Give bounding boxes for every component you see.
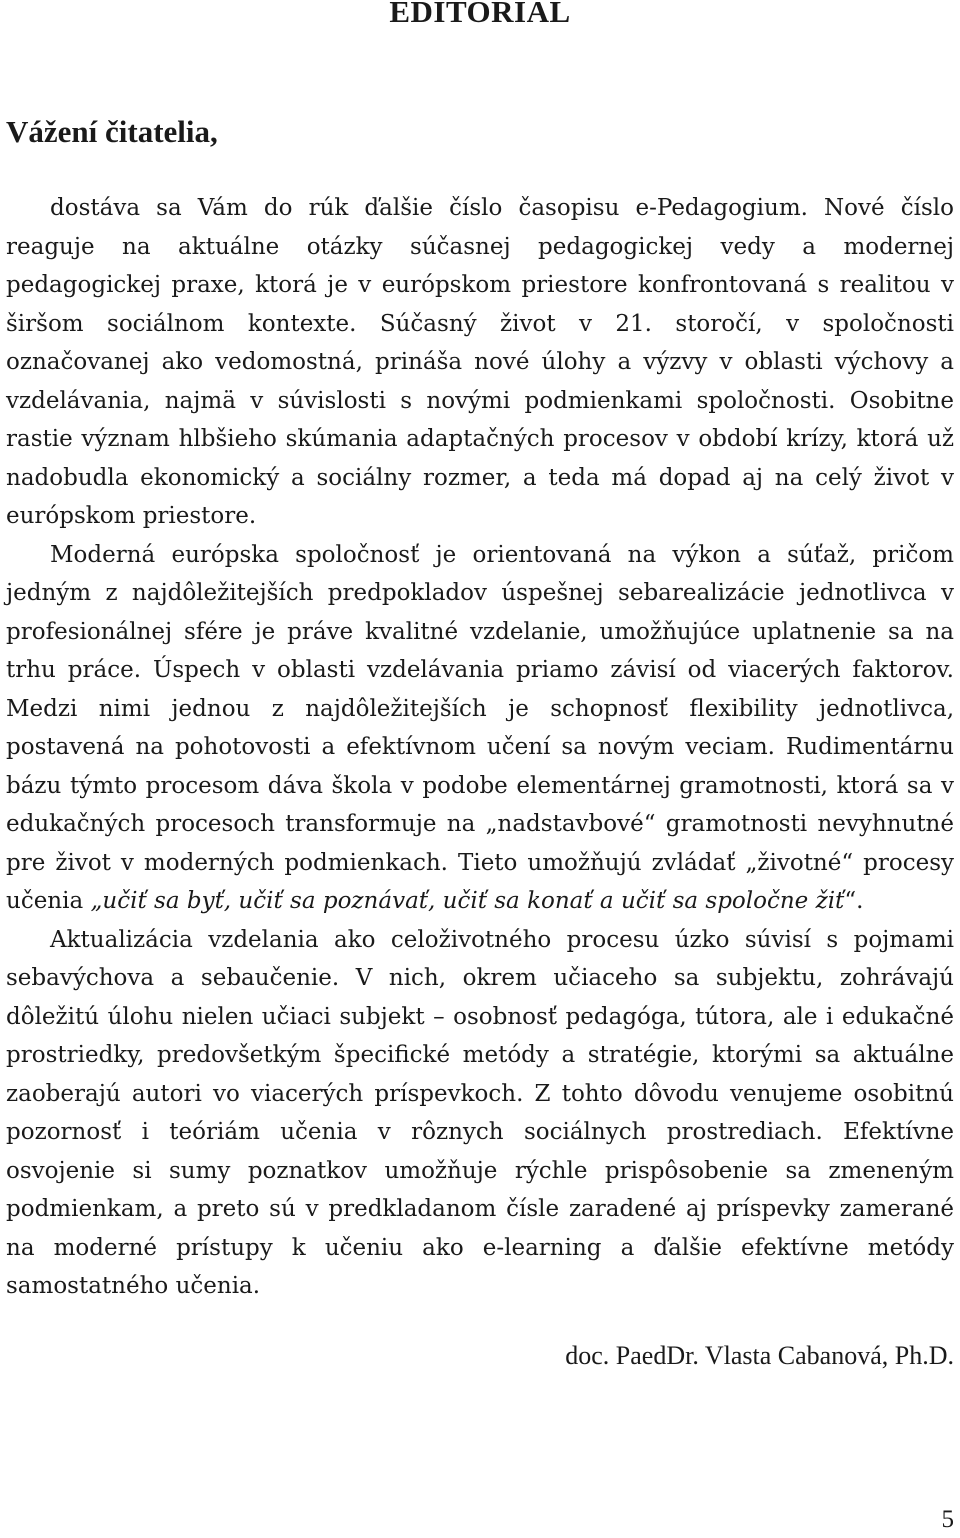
paragraph-2-end: “. — [844, 888, 864, 914]
paragraph-1: dostáva sa Vám do rúk ďalšie číslo časopisu e-Pedagogium. Nové číslo reaguje na aktuálne otázky súčasnej pedagogickej vedy a modernej pedagogickej praxe, ktorá je v európskom priestore konfrontovaná s realitou v širšom sociálnom kontexte. Súčasný život v 21. storočí, v spoločnosti označovanej ako vedomostná, prináša nové úlohy a výzvy v oblasti výchovy a vzdelávania, najmä v súvislosti s novými podmienkami spoločnosti. Osobitne rastie význam hlbšieho skúmania adaptačných procesov v období krízy, ktorá už nadobudla ekonomický a sociálny rozmer, a teda má dopad aj na celý život v európskom priestore. — [6, 195, 954, 529]
paragraph-3: Aktualizácia vzdelania ako celoživotného procesu úzko súvisí s pojmami sebavýchova a sebaučenie. V nich, okrem učiaceho sa subjektu, zohrávajú dôležitú úlohu nielen učiaci subjekt – osobnosť pedagóga, tútora, ale i edukačné prostriedky, predovšetkým špecifické metódy a stratégie, ktorými sa aktuálne zaoberajú autori vo viacerých príspevkoch. Z tohto dôvodu venujeme osobitnú pozornosť i teóriám učenia v rôznych sociálnych prostrediach. Efektívne osvojenie si sumy poznatkov umožňuje rýchle prispôsobenie sa zmeneným podmienkam, a preto sú v predkladanom čísle zaradené aj príspevky zamerané na moderné prístupy k učeniu ako e-learning a ďalšie efektívne metódy samostatného učenia. — [6, 926, 954, 1299]
author-signature: doc. PaedDr. Vlasta Cabanová, Ph.D. — [565, 1341, 954, 1370]
salutation: Vážení čitatelia, — [6, 114, 218, 149]
editorial-body — [6, 189, 954, 1306]
paragraph-2 — [6, 536, 954, 921]
paragraph-2-quote: „učiť sa byť, učiť sa poznávať, učiť sa konať a učiť sa spoločne žiť — [90, 888, 845, 914]
page-title: EDITORIAL — [389, 0, 571, 29]
paragraph-2-text: Moderná európska spoločnosť je orientovaná na výkon a súťaž, pričom jedným z najdôležitejších predpokladov úspešnej sebarealizácie jednotlivca v profesionálnej sfére je práve kvalitné vzdelanie, umožňujúce uplatnenie sa na trhu práce. Úspech v oblasti vzdelávania priamo závisí od viacerých faktorov. Medzi nimi jednou z najdôležitejších je schopnosť flexibility jednotlivca, postavená na pohotovosti a efektívnom učení sa novým veciam. Rudimentárnu bázu týmto procesom dáva škola v podobe elementárnej gramotnosti, ktorá sa v edukačných procesoch transformuje na „nadstavbové“ gramotnosti nevyhnutné pre život v moderných podmienkach. Tieto umožňujú zvládať „životné“ procesy učenia — [6, 541, 954, 914]
page-number: 5 — [941, 1506, 954, 1533]
